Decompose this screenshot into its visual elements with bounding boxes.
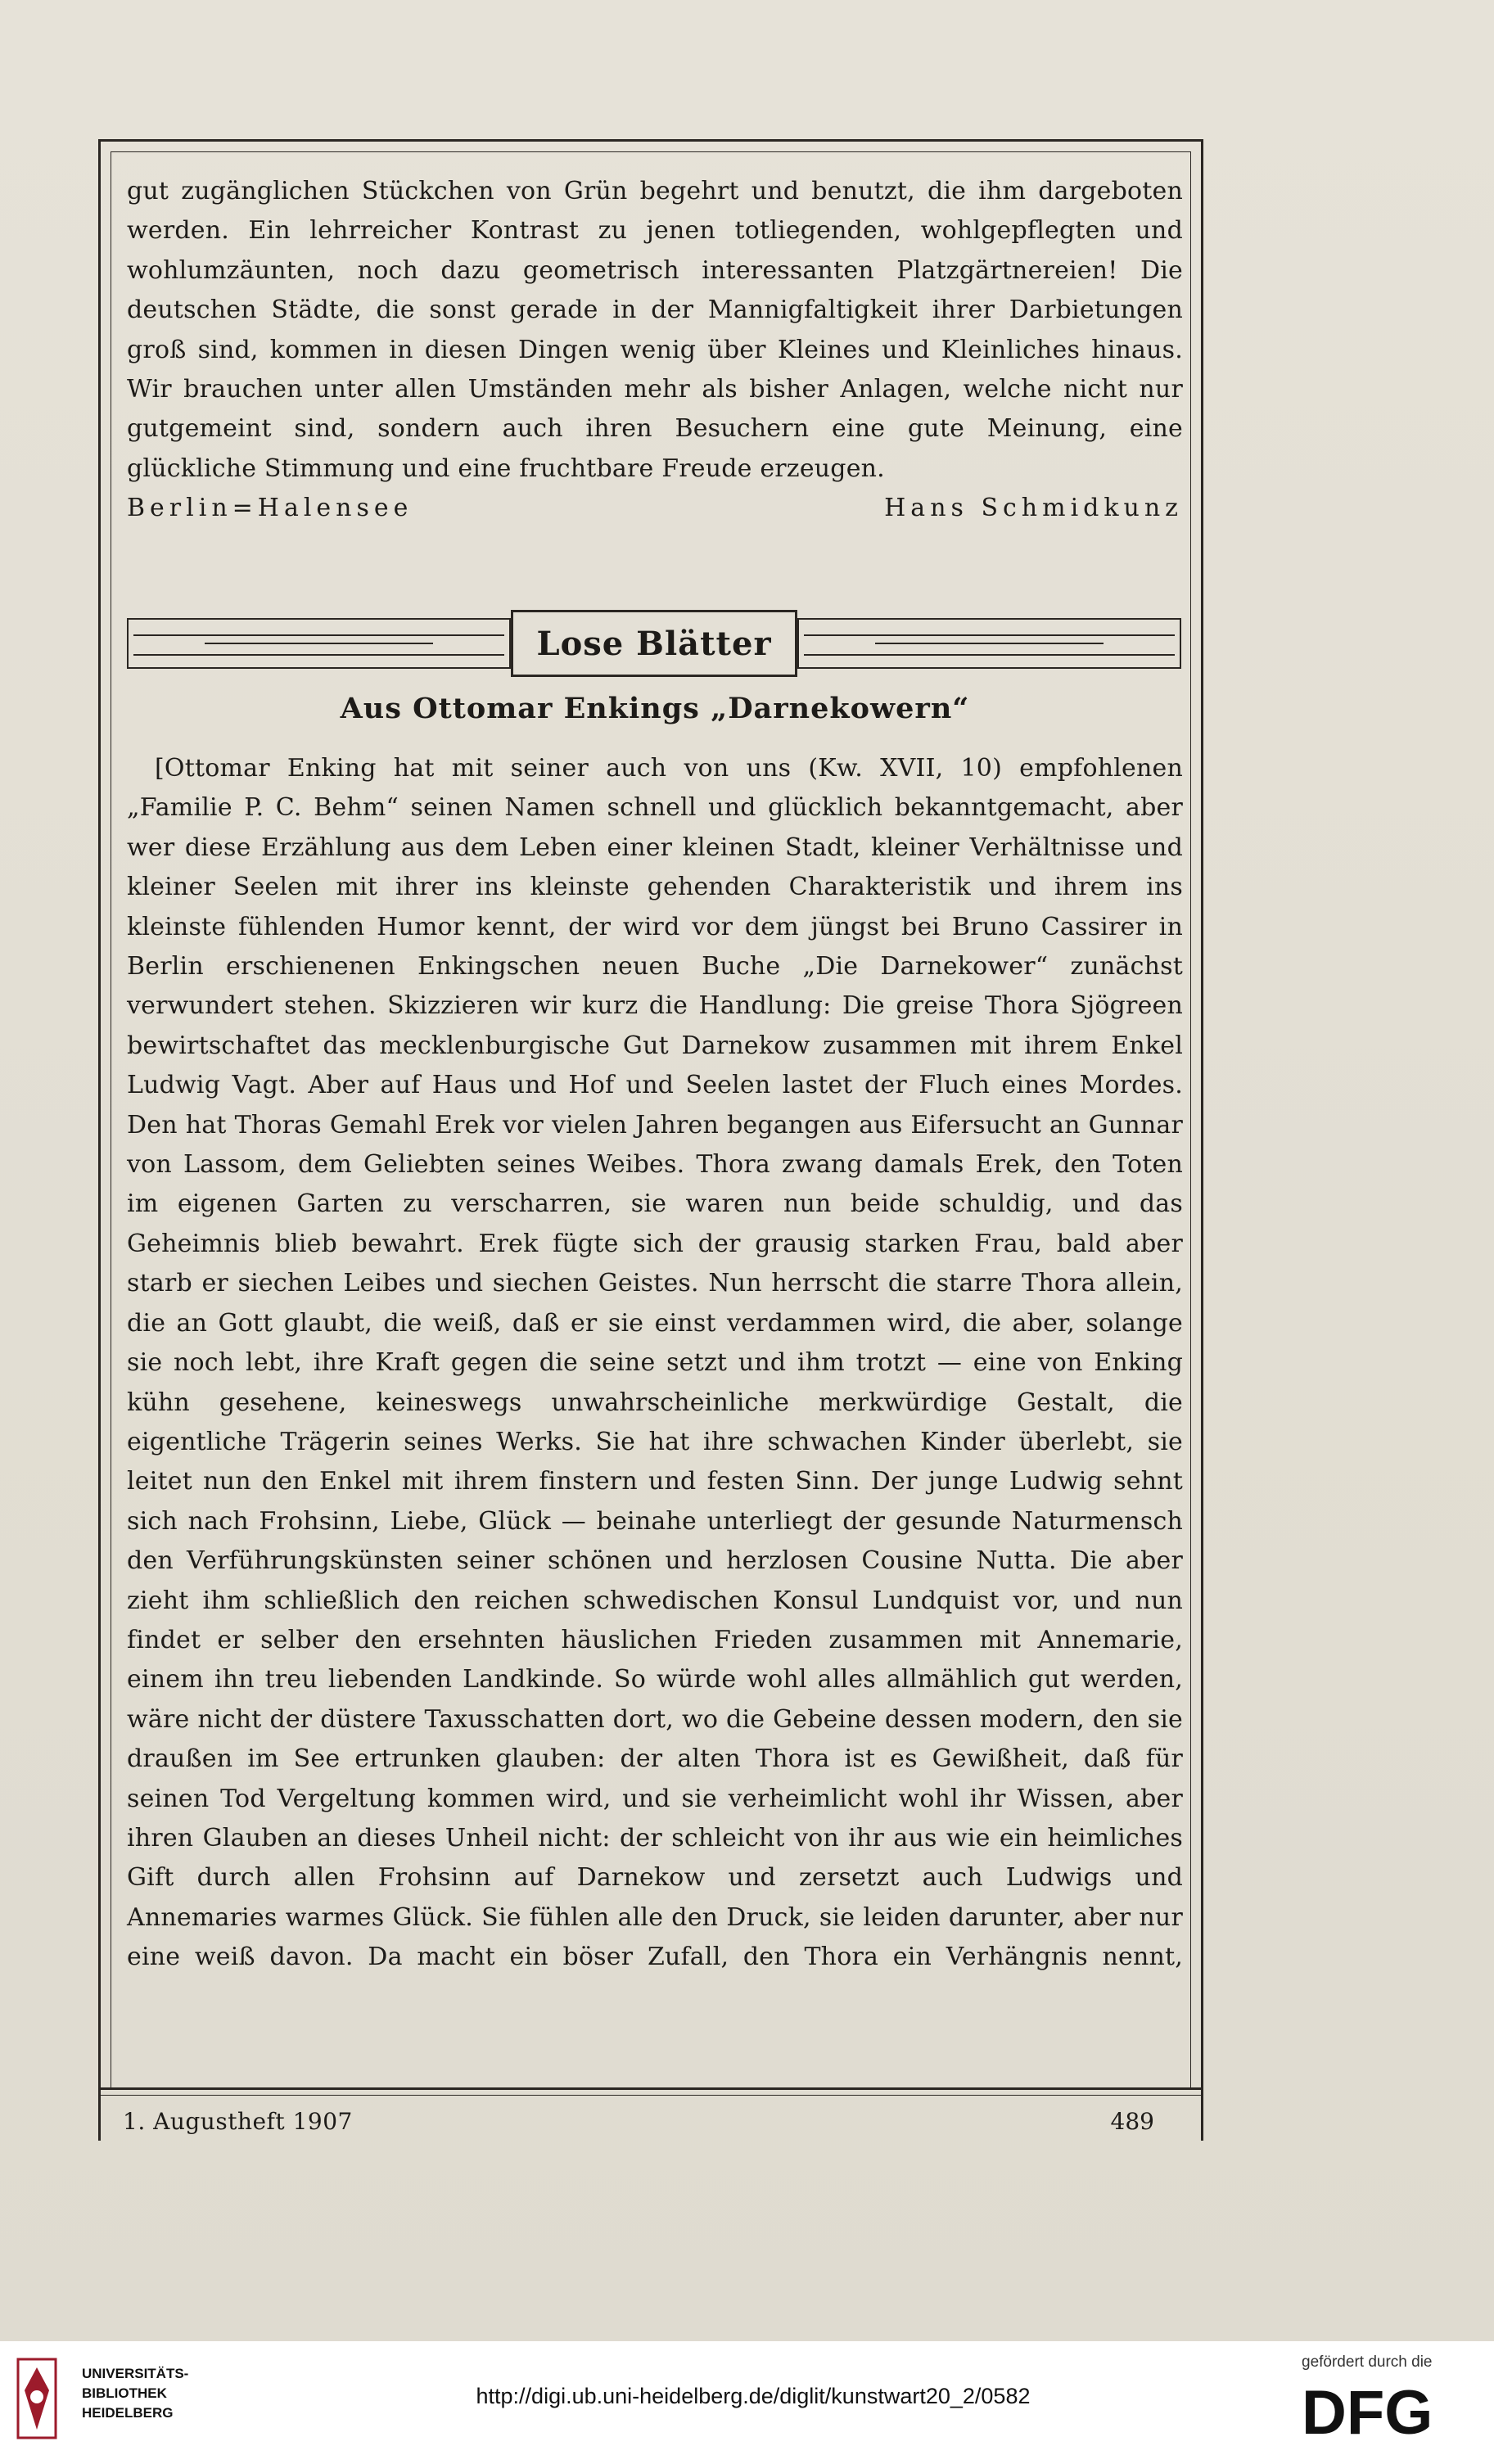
upper-paragraph: gut zugänglichen Stückchen von Grün begehrt und benutzt, die ihm dargeboten werden. Ein lehrreicher Kontrast zu jenen totliegenden, wohlgepflegten und wohlumzäunten, noch dazu geometrisch interessanten Platzgärtnereien! Die deutschen Städte, die sonst gerade in der Mannigfaltigkeit ihrer Darbietungen groß sind, kommen in diesen Dingen wenig über Kleines und Kleinliches hinaus. Wir brauchen unter allen Umständen mehr als bisher Anlagen, welche nicht nur gutgemeint sind, sondern auch ihren Besuchern eine gute Meinung, eine glückliche Stimmung und eine fruchtbare Freude erzeugen. xyxy=(127,177,1183,483)
section-heading: Aus Ottomar Enkings „Darnekowern“ xyxy=(340,692,970,725)
footer-left-bar xyxy=(98,2087,101,2141)
institution-line: HEIDELBERG xyxy=(82,2405,174,2421)
signature-place: Berlin=Halensee xyxy=(127,494,413,523)
signature-row xyxy=(127,489,1183,528)
article-paragraph: [Ottomar Enking hat mit seiner auch von uns (Kw. XVII, 10) empfohlenen „Familie P. C. Behm“ seinen Namen schnell und glücklich bekanntgemacht, aber wer diese Erzählung aus dem Leben einer kleinen Stadt, kleiner Verhältnisse und kleiner Seelen mit ihrer ins kleinste gehenden Charakteristik und ihrem ins kleinste fühlenden Humor kennt, der wird vor dem jüngst bei Bruno Cassirer in Berlin erschienenen Enkingschen neuen Buche „Die Darnekower“ zunächst verwundert stehen. Skizzieren wir kurz die Handlung: Die greise Thora Sjögreen bewirtschaftet das mecklenburgische Gut Darnekow zusammen mit ihrem Enkel Ludwig Vagt. Aber auf Haus und Hof und Seelen lastet der Fluch eines Mordes. Den hat Thoras Gemahl Erek vor vielen Jahren begangen aus Eifersucht an Gunnar von Lassom, dem Geliebten seines Weibes. Thora zwang damals Erek, den Toten im eigenen Garten zu verscharren, sie waren nun beide schuldig, und das Geheimnis blieb bewahrt. Erek fügte sich der grausig starken Frau, bald aber starb er siechen Leibes und siechen Geistes. Nun herrscht die starre Thora allein, die an Gott glaubt, die weiß, daß er sie einst verdammen wird, die aber, solange sie noch lebt, ihre Kraft gegen die seine setzt und ihm trotzt — eine von Enking kühn gesehene, keineswegs unwahrscheinliche merkwürdige Gestalt, die eigentliche Trägerin seines Werks. Sie hat ihre schwachen Kinder überlebt, sie leitet nun den Enkel mit ihrem finstern und festen Sinn. Der junge Ludwig sehnt sich nach Frohsinn, Liebe, Glück — beinahe unterliegt der gesunde Naturmensch den Verführungskünsten seiner schönen und herzlosen Cousine Nutta. Die aber zieht ihm schließlich den reichen schwedischen Konsul Lundquist vor, und nun findet er selber den ersehnten häuslichen Frieden zusammen mit Annemarie, einem ihn treu liebenden Landkinde. So würde wohl alles allmählich gut werden, wäre nicht der düstere Taxusschatten dort, wo die Gebeine dessen modern, den sie draußen im See ertrunken glauben: der alten Thora ist es Gewißheit, daß für seinen Tod Vergeltung kommen wird, und sie verheimlicht wohl ihr Wissen, aber ihren Glauben an dieses Unheil nicht: der schleicht von ihr aus wie ein heimliches Gift durch allen Frohsinn auf Darnekow und zersetzt auch Ludwigs und Annemaries warmes Glück. Sie fühlen alle den Druck, sie leiden darunter, aber nur eine weiß davon. Da macht ein böser Zufall, den Thora ein Verhängnis nennt, xyxy=(127,754,1183,1972)
issue-label: 1. Augustheft 1907 xyxy=(123,2108,353,2135)
banner-ornament-right xyxy=(797,618,1181,669)
page-footer xyxy=(98,2075,1203,2141)
institution-name xyxy=(82,2364,188,2423)
footer-right-bar xyxy=(1201,2087,1203,2141)
upper-text-column xyxy=(127,172,1183,528)
source-url-link[interactable]: http://digi.ub.uni-heidelberg.de/diglit/kunstwart20_2/0582 xyxy=(476,2384,1031,2408)
page-number: 489 xyxy=(1110,2108,1154,2135)
banner-title: Lose Blätter xyxy=(511,610,797,677)
banner-ornament-left xyxy=(127,618,511,669)
dfg-logo-text: DFG xyxy=(1302,2378,1433,2444)
institution-line: UNIVERSITÄTS- xyxy=(82,2366,189,2381)
university-seal-icon xyxy=(16,2358,57,2439)
section-banner xyxy=(127,610,1181,677)
dfg-logo xyxy=(1302,2378,1482,2444)
signature-author: Hans Schmidkunz xyxy=(884,494,1183,523)
institution-line: BIBLIOTHEK xyxy=(82,2385,167,2401)
article-text-column xyxy=(127,749,1183,1978)
funded-by-text: gefördert durch die xyxy=(1302,2353,1433,2371)
